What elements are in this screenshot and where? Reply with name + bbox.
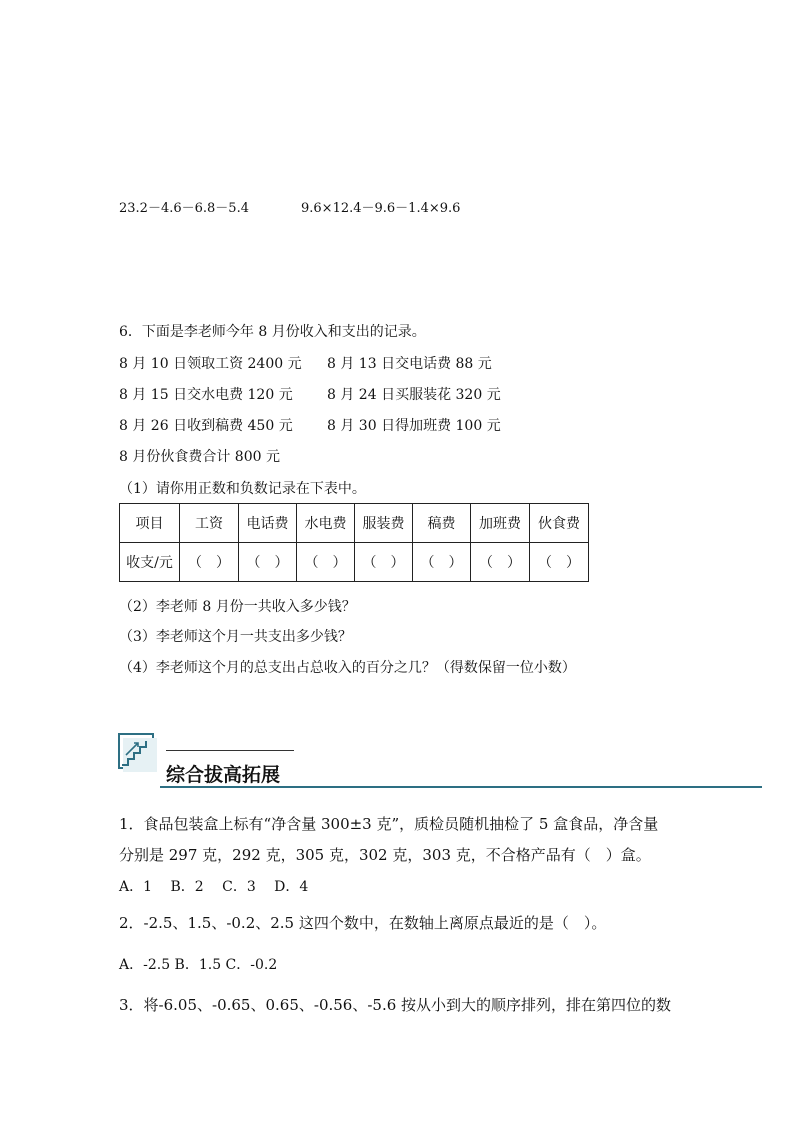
income-expense-table [119, 503, 589, 582]
table-cell: 服装费 [355, 504, 413, 543]
stairs-icon [118, 733, 158, 773]
section-title: 综合拔高拓展 [166, 764, 281, 786]
answer-blank[interactable]: （ ） [471, 543, 530, 582]
record-item: 8 月 13 日交电话费 88 元 [327, 356, 492, 372]
table-cell: 收支/元 [120, 543, 180, 582]
q6-title: 6．下面是李老师今年 8 月份收入和支出的记录。 [119, 324, 426, 340]
p1-options: A．1 B．2 C．3 D．4 [119, 879, 309, 895]
table-cell: 加班费 [471, 504, 530, 543]
q6-sub3: （3）李老师这个月一共支出多少钱？ [119, 629, 352, 645]
q6-sub2: （2）李老师 8 月份一共收入多少钱？ [119, 599, 356, 615]
p2-line1: 2．-2.5、1.5、-0.2、2.5 这四个数中，在数轴上离原点最近的是（ ）。 [119, 914, 607, 932]
table-cell: 电话费 [239, 504, 297, 543]
table-cell: 稿费 [413, 504, 471, 543]
record-item: 8 月 15 日交水电费 120 元 [119, 387, 293, 403]
title-rule-top [166, 750, 294, 751]
record-item: 8 月 26 日收到稿费 450 元 [119, 418, 293, 434]
expression-left: 23.2－4.6－6.8－5.4 [119, 201, 249, 216]
expression-right: 9.6×12.4－9.6－1.4×9.6 [301, 201, 461, 216]
p1-line1: 1．食品包装盒上标有“净含量 300±3 克”，质检员随机抽检了 5 盒食品，净含量 [119, 815, 659, 833]
answer-blank[interactable]: （ ） [530, 543, 589, 582]
section-underline [160, 786, 762, 788]
table-cell: 水电费 [297, 504, 355, 543]
answer-blank[interactable]: （ ） [180, 543, 239, 582]
record-item: 8 月 10 日领取工资 2400 元 [119, 356, 302, 372]
table-cell: 工资 [180, 504, 239, 543]
q6-sub4: （4）李老师这个月的总支出占总收入的百分之几？（得数保留一位小数） [119, 660, 576, 676]
p2-options: A．-2.5 B．1.5 C．-0.2 [119, 957, 278, 973]
record-item: 8 月 24 日买服装花 320 元 [327, 387, 501, 403]
answer-blank[interactable]: （ ） [413, 543, 471, 582]
p3-line1: 3．将-6.05、-0.65、0.65、-0.56、-5.6 按从小到大的顺序排列，排在第四位的数 [119, 996, 672, 1014]
table-cell: 伙食费 [530, 504, 589, 543]
answer-blank[interactable]: （ ） [239, 543, 297, 582]
answer-blank[interactable]: （ ） [355, 543, 413, 582]
table-header-row [120, 504, 589, 543]
p1-line2: 分别是 297 克，292 克，305 克，302 克，303 克，不合格产品有（ ）盒。 [119, 846, 651, 864]
table-row [120, 543, 589, 582]
table-cell: 项目 [120, 504, 180, 543]
answer-blank[interactable]: （ ） [297, 543, 355, 582]
record-item: 8 月 30 日得加班费 100 元 [327, 418, 501, 434]
food-cost: 8 月份伙食费合计 800 元 [119, 449, 280, 465]
q6-sub1: （1）请你用正数和负数记录在下表中。 [119, 481, 366, 497]
